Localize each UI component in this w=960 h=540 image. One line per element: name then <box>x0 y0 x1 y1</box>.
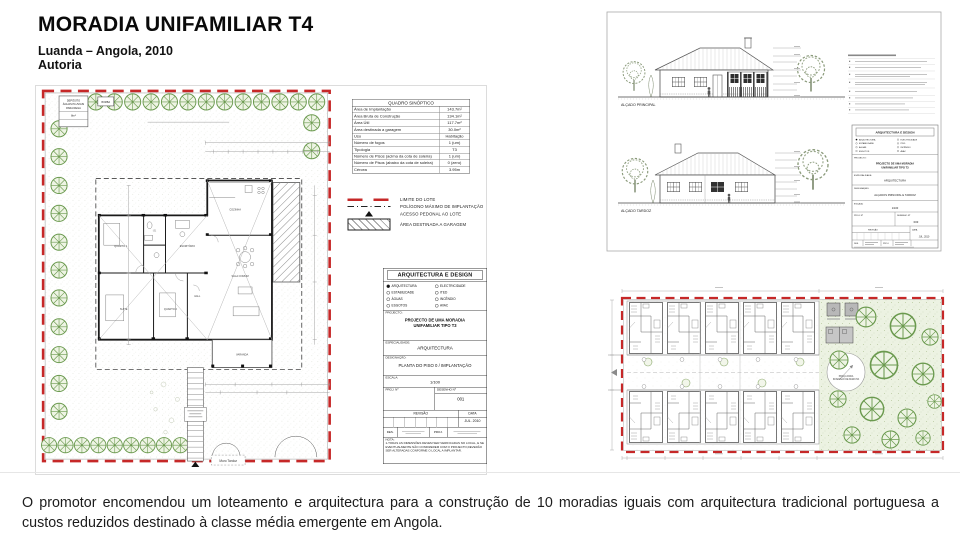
svg-text:PROJECTO DE UMA MORADIA: PROJECTO DE UMA MORADIA <box>875 162 915 166</box>
svg-text:ARQUITECTURA: ARQUITECTURA <box>883 178 907 183</box>
svg-text:JUL. 2010: JUL. 2010 <box>918 236 930 239</box>
radio-icon <box>387 291 391 295</box>
svg-text:ELECTRICIDADE: ELECTRICIDADE <box>900 139 918 142</box>
svg-text:ÁGUAS PLUVIAIS: ÁGUAS PLUVIAIS <box>62 103 85 107</box>
svg-text:8m³: 8m³ <box>71 113 76 118</box>
svg-text:PARA REGA: PARA REGA <box>66 106 81 110</box>
svg-text:PROJECTO:: PROJECTO: <box>854 157 867 160</box>
header <box>38 13 313 73</box>
svg-text:DESENHO Nº: DESENHO Nº <box>897 215 911 217</box>
signature-row: DES. PROJ. <box>384 428 487 438</box>
svg-text:ÁGUAS: ÁGUAS <box>859 147 867 149</box>
svg-text:PRAÇA PARA: PRAÇA PARA <box>838 376 854 378</box>
drawing-number: 001 <box>457 396 465 402</box>
svg-text:ESGOTOS: ESGOTOS <box>859 150 870 153</box>
svg-text:I.S.: I.S. <box>152 229 157 233</box>
radio-icon <box>387 298 391 302</box>
svg-text:AVAC: AVAC <box>900 150 906 153</box>
specialty-checklist: ARQUITECTURA ELECTRICIDADE ESTABILIDADE ITED ÁGUAS INCÊNDIO ESGOTOS AVAC <box>384 282 487 311</box>
svg-text:DEPÓSITO: DEPÓSITO <box>66 99 81 103</box>
revision-cells <box>384 418 459 428</box>
svg-text:SUITE: SUITE <box>119 307 128 311</box>
radio-icon <box>435 298 439 302</box>
svg-text:INCÊNDIO: INCÊNDIO <box>900 147 911 149</box>
svg-text:SALA COMUM: SALA COMUM <box>231 275 249 279</box>
svg-text:ESTABILIDADE: ESTABILIDADE <box>859 143 874 146</box>
svg-text:ARQUITECTURA: ARQUITECTURA <box>859 139 876 142</box>
svg-text:HALL: HALL <box>194 294 201 298</box>
elevation-principal-label: ALÇADO PRINCIPAL <box>621 103 656 107</box>
svg-text:PROJ. Nº: PROJ. Nº <box>854 215 863 217</box>
specialty-value: ARQUITECTURA <box>417 345 453 351</box>
svg-text:VARANDA: VARANDA <box>235 353 249 357</box>
company-name: ARQUITECTURA E DESIGN <box>388 270 483 280</box>
svg-text:PROJ.: PROJ. <box>883 243 889 246</box>
svg-text:ESCRITÓRIO: ESCRITÓRIO <box>179 245 196 249</box>
svg-text:QUARTO 2: QUARTO 2 <box>163 307 178 311</box>
elevation-tardoz-label: ALÇADO TARDOZ <box>621 209 652 213</box>
page-subtitle: Luanda – Angola, 2010 <box>38 44 173 58</box>
pump-label: BOMBA <box>101 100 111 104</box>
elevations-title-block <box>852 125 938 248</box>
svg-text:UNIFAMILIAR TIPO T3: UNIFAMILIAR TIPO T3 <box>881 166 909 170</box>
elevations-drawing <box>605 8 945 254</box>
pedestrian-access-triangle <box>191 462 199 467</box>
svg-text:DESIGNAÇÃO:: DESIGNAÇÃO: <box>854 188 870 190</box>
page-title: MORADIA UNIFAMILIAR T4 <box>38 13 314 36</box>
svg-text:REVISÃO: REVISÃO <box>868 229 878 232</box>
street-note-microtext <box>148 122 230 123</box>
max-polygon-sample <box>348 206 391 207</box>
loteamento-drawing <box>603 280 955 465</box>
pedestrian-access-sample <box>365 211 373 217</box>
muro-tardoz-label <box>211 455 245 465</box>
svg-text:DATA: DATA <box>912 229 918 232</box>
radio-icon <box>435 291 439 295</box>
radio-filled-icon <box>387 285 391 289</box>
garage-area-hatched <box>273 183 300 282</box>
svg-text:1/100: 1/100 <box>891 207 899 210</box>
radio-icon <box>435 304 439 308</box>
svg-text:INVERSÃO DE MARCHA: INVERSÃO DE MARCHA <box>832 379 860 382</box>
designation-value: PLANTA DO PISO 0 / IMPLANTAÇÃO <box>398 363 472 368</box>
author-label: Autoria <box>38 58 82 73</box>
garage-area-sample <box>348 219 391 231</box>
svg-text:Muro Tardoz: Muro Tardoz <box>219 459 237 464</box>
title-block: ARQUITECTURA E DESIGN ARQUITECTURA ELECTRICIDADE ESTABILIDADE ITED ÁGUAS INCÊNDIO ESGOTOS AVAC PROJECTO: PROJECTO DE UMA MORADIA UNIFAMILIAR TIPO T3 ESPECIALIDADE: ARQUITECTURA DESIGNAÇÃO: PLANTA DO PISO 0 / IMPLANTAÇÃO ESCALA: 1/100 PROJ. Nº DESENHO Nº 001 REVISÃO DATA JUL. 2010 DES. PROJ. NOTA: 1-TODAS AS DIMENSÕES DEVEM SER VERIFICADAS NO LOCAL, E SE EVENTUALMENTE NÃO CONDIZEREM COM O PROJECTO,DEVERÃO SER ALTERADAS CONFORME O LOCAL A IMPLANTAR. <box>383 268 488 456</box>
svg-text:ALÇADOS PRINCIPAL E TARDOZ: ALÇADOS PRINCIPAL E TARDOZ <box>874 194 916 197</box>
synoptic-title: QUADRO SINÓPTICO <box>353 100 470 107</box>
plan-legend: LIMITE DO LOTE POLÍGONO MÁXIMO DE IMPLANTAÇÃO ACESSO PEDONAL AO LOTE ÁREA DESTINADA A GARAGEM <box>346 197 526 243</box>
radio-icon <box>435 285 439 289</box>
svg-text:003: 003 <box>913 220 919 224</box>
pedestrian-walkway <box>184 368 206 462</box>
description-text: O promotor encomendou um loteamento e arquitectura para a construção de 10 moradias iguais com arquitectura tradicional portuguesa a custos reduzidos destinado à classe média emergente em Angola. <box>22 495 939 532</box>
section-divider <box>0 472 960 473</box>
svg-text:ARQUITECTURA E DESIGN: ARQUITECTURA E DESIGN <box>875 130 915 135</box>
lot-limit-sample <box>348 198 391 201</box>
svg-text:ESCALA:: ESCALA: <box>854 203 864 206</box>
svg-text:ESPECIALIDADE:: ESPECIALIDADE: <box>854 174 872 177</box>
svg-text:ITED: ITED <box>900 143 906 146</box>
svg-text:QUARTO 1: QUARTO 1 <box>114 245 128 249</box>
synoptic-table: QUADRO SINÓPTICO Área de Implantação 143.7m² Área Bruta de Construção 134.1m² Área Útil 117.7m² Área destinada a garagem 30.0m² Uso Habitação Número de fogos 1 (um) Tipologia T3 Número de Pisos (acima da cota de soleira) 1 (um) Número de Pisos (abaixo da cota de soleira) 0 (zero) Cércea 3.95m <box>352 99 470 179</box>
svg-text:COZINHA: COZINHA <box>229 208 241 212</box>
svg-text:DES.: DES. <box>854 243 859 246</box>
drawing-date: JUL. 2010 <box>464 419 481 423</box>
project-name: PROJECTO DE UMA MORADIA UNIFAMILIAR TIPO T3 <box>404 318 466 329</box>
nota-text: 1-TODAS AS DIMENSÕES DEVEM SER VERIFICADAS NO LOCAL, E SE EVENTUALMENTE NÃO CONDIZEREM COM O PROJECTO,DEVERÃO SER ALTERADAS CONFORME O LOCAL A IMPLANTAR. <box>385 442 484 453</box>
radio-icon <box>387 304 391 308</box>
scale-value: 1/100 <box>429 380 441 385</box>
